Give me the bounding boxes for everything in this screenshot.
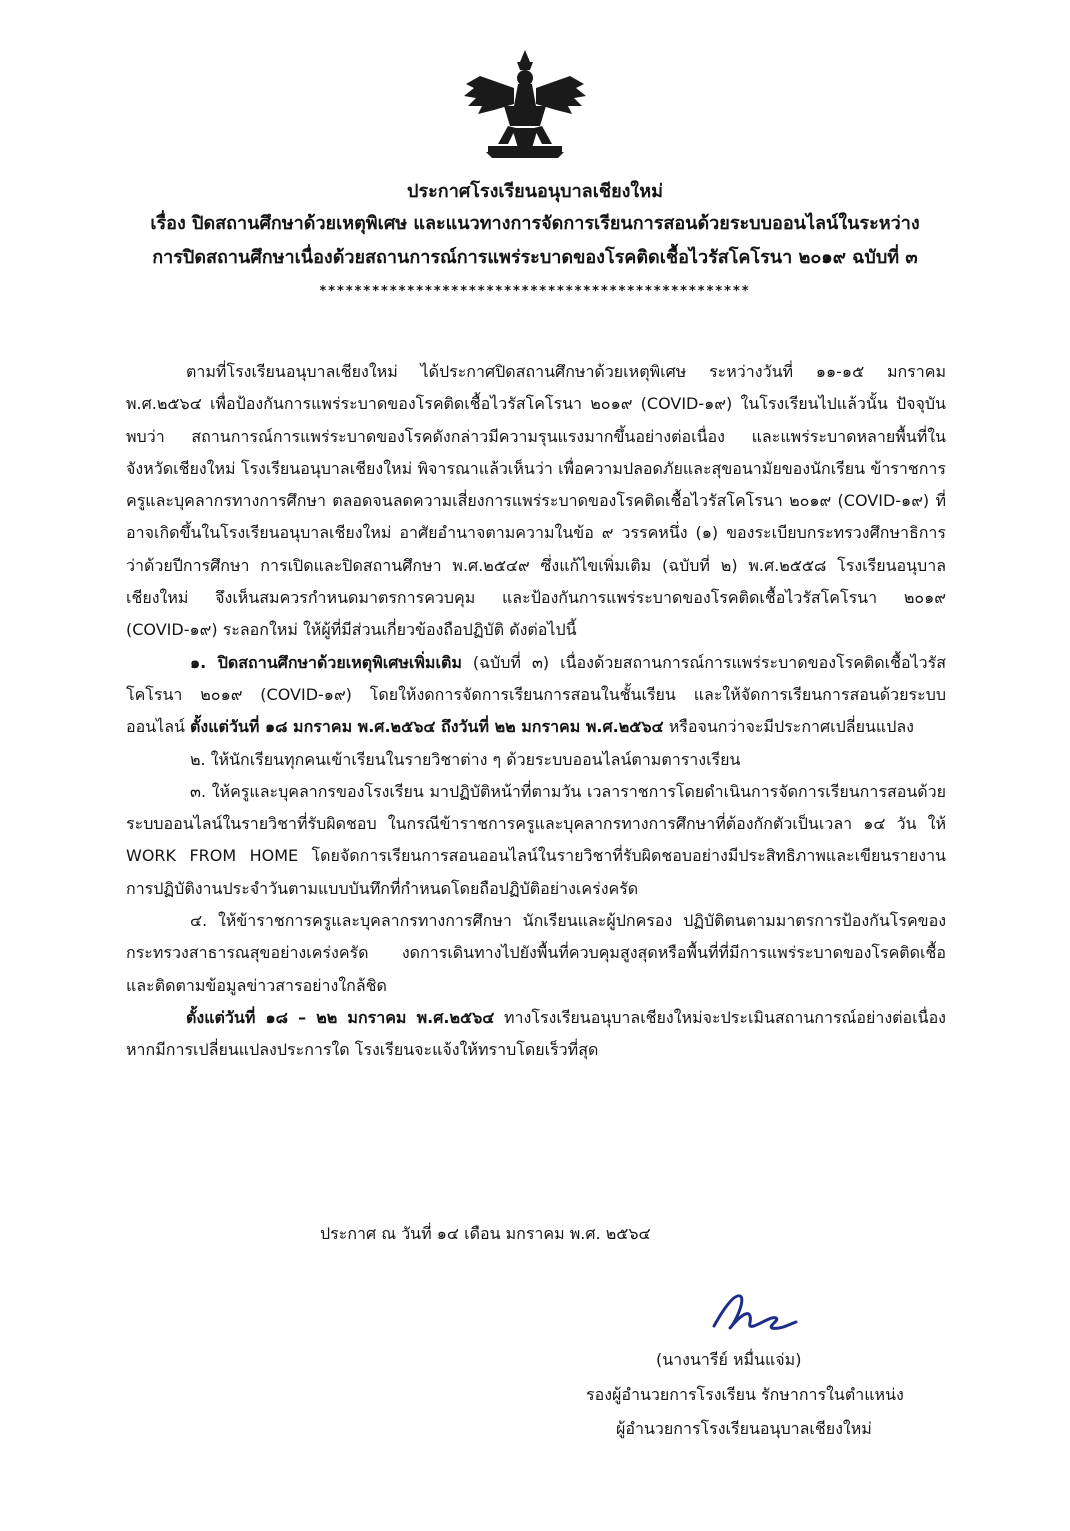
- garuda-emblem-icon: [460, 48, 590, 160]
- announcement-date: ประกาศ ณ วันที่ ๑๔ เดือน มกราคม พ.ศ. ๒๕๖๔: [320, 1224, 651, 1243]
- item-1-heading: ๑. ปิดสถานศึกษาด้วยเหตุพิเศษเพิ่มเติม: [190, 652, 462, 672]
- item-1-period: ตั้งแต่วันที่ ๑๘ มกราคม พ.ศ.๒๕๖๔ ถึงวันที่ ๒๒ มกราคม พ.ศ.๒๕๖๔: [190, 717, 664, 737]
- closing-period: ตั้งแต่วันที่ ๑๘ – ๒๒ มกราคม พ.ศ.๒๕๖๔: [186, 1007, 495, 1027]
- closing-text: ทางโรงเรียนอนุบาลเชียงใหม่จะประเมินสถานการณ์อย่างต่อเนื่อง หากมีการเปลี่ยนแปลงประการใด โรงเรียนจะแจ้งให้ทราบโดยเร็วที่สุด: [126, 1007, 946, 1060]
- separator-stars: *************************************************: [319, 284, 751, 299]
- item-1-text: (ฉบับที่ ๓) เนื่องด้วยสถานการณ์การแพร่ระบาดของโรคติดเชื้อไวรัสโคโรนา ๒๐๑๙ (COVID-๑๙) โดยให้งดการจัดการเรียนการสอนในชั้นเรียน และให้จัดการเรียนการสอนด้วยระบบออนไลน์: [126, 652, 946, 737]
- closing-paragraph: [126, 1002, 946, 1067]
- item-4-paragraph: ๔. ให้ข้าราชการครูและบุคลากรทางการศึกษา นักเรียนและผู้ปกครอง ปฏิบัติตนตามมาตรการป้องกันโรคของกระทรวงสาธารณสุขอย่างเคร่งครัด งดการเดินทางไปยังพื้นที่ควบคุมสูงสุดหรือพื้นที่ที่มีการแพร่ระบาดของโรคติดเชื้อและติดตามข้อมูลข่าวสารอย่างใกล้ชิด: [126, 911, 946, 995]
- signer-position-line2: ผู้อำนวยการโรงเรียนอนุบาลเชียงใหม่: [616, 1419, 872, 1438]
- signature-icon: [710, 1286, 800, 1342]
- announcement-title: ประกาศโรงเรียนอนุบาลเชียงใหม่: [407, 181, 663, 202]
- announcement-subject-line2: การปิดสถานศึกษาเนื่องด้วยสถานการณ์การแพร่ระบาดของโรคติดเชื้อไวรัสโคโรนา ๒๐๑๙ ฉบับที่ ๓: [152, 247, 918, 268]
- signer-position-line1: รองผู้อำนวยการโรงเรียน รักษาการในตำแหน่ง: [586, 1385, 904, 1404]
- intro-paragraph: ตามที่โรงเรียนอนุบาลเชียงใหม่ ได้ประกาศปิดสถานศึกษาด้วยเหตุพิเศษ ระหว่างวันที่ ๑๑-๑๕ มกราคม พ.ศ.๒๕๖๔ เพื่อป้องกันการแพร่ระบาดของโรคติดเชื้อไวรัสโคโรนา ๒๐๑๙ (COVID-๑๙) ในโรงเรียนไปแล้วนั้น ปัจจุบันพบว่า สถานการณ์การแพร่ระบาดของโรคดังกล่าวมีความรุนแรงมากขึ้นอย่างต่อเนื่อง และแพร่ระบาดหลายพื้นที่ในจังหวัดเชียงใหม่ โรงเรียนอนุบาลเชียงใหม่ พิจารณาแล้วเห็นว่า เพื่อความปลอดภัยและสุขอนามัยของนักเรียน ข้าราชการครูและบุคลากรทางการศึกษา ตลอดจนลดความเสี่ยงการแพร่ระบาดของโรคติดเชื้อไวรัสโคโรนา ๒๐๑๙ (COVID-๑๙) ที่อาจเกิดขึ้นในโรงเรียนอนุบาลเชียงใหม่ อาศัยอำนาจตามความในข้อ ๙ วรรคหนึ่ง (๑) ของระเบียบกระทรวงศึกษาธิการ ว่าด้วยปีการศึกษา การเปิดและปิดสถานศึกษา พ.ศ.๒๕๔๙ ซึ่งแก้ไขเพิ่มเติม (ฉบับที่ ๒) พ.ศ.๒๕๕๘ โรงเรียนอนุบาลเชียงใหม่ จึงเห็นสมควรกำหนดมาตรการควบคุม และป้องกันการแพร่ระบาดของโรคติดเชื้อไวรัสโคโรนา ๒๐๑๙ (COVID-๑๙) ระลอกใหม่ ให้ผู้ที่มีส่วนเกี่ยวข้องถือปฏิบัติ ดังต่อไปนี้: [126, 362, 947, 640]
- announcement-subject-line1: เรื่อง ปิดสถานศึกษาด้วยเหตุพิเศษ และแนวทางการจัดการเรียนการสอนด้วยระบบออนไลน์ในระหว่าง: [150, 213, 920, 234]
- signer-name: (นางนารีย์ หมื่นแจ่ม): [656, 1350, 802, 1369]
- item-1-paragraph: [126, 647, 946, 744]
- announcement-body: [126, 356, 946, 1067]
- item-1-text-end: หรือจนกว่าจะมีประกาศเปลี่ยนแปลง: [663, 717, 914, 737]
- item-2-paragraph: ๒. ให้นักเรียนทุกคนเข้าเรียนในรายวิชาต่าง ๆ ด้วยระบบออนไลน์ตามตารางเรียน: [190, 749, 741, 769]
- item-3-paragraph: ๓. ให้ครูและบุคลากรของโรงเรียน มาปฏิบัติหน้าที่ตามวัน เวลาราชการโดยดำเนินการจัดการเรียนการสอนด้วยระบบออนไลน์ในรายวิชาที่รับผิดชอบ ในกรณีข้าราชการครูและบุคลากรทางการศึกษาที่ต้องกักตัวเป็นเวลา ๑๔ วัน ให้ WORK FROM HOME โดยจัดการเรียนการสอนออนไลน์ในรายวิชาที่รับผิดชอบอย่างมีประสิทธิภาพและเขียนรายงานการปฏิบัติงานประจำวันตามแบบบันทึกที่กำหนดโดยถือปฏิบัติอย่างเคร่งครัด: [126, 781, 946, 898]
